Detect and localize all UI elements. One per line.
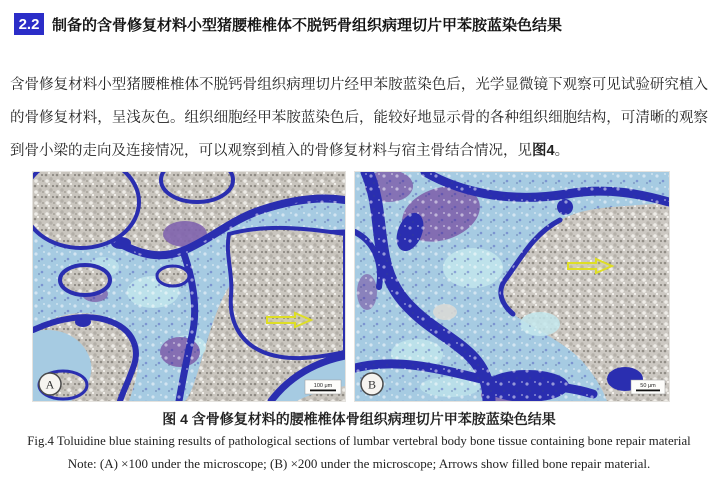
micrograph-panel-b: [355, 172, 669, 401]
panel-label-b: [361, 373, 383, 395]
panel-label-a: [39, 373, 61, 395]
section-heading: [14, 13, 708, 35]
figure-note: Note: (A) ×100 under the microscope; (B) ×200 under the microscope; Arrows show filled bone repair material.: [67, 456, 651, 471]
svg-text:100 μm: 100 μm: [313, 383, 333, 389]
figure-caption-zh: 图 4 含骨修复材料的腰椎椎体骨组织病理切片甲苯胺蓝染色结果: [162, 411, 556, 427]
svg-text:B: B: [367, 377, 377, 392]
svg-text:50 μm: 50 μm: [640, 383, 656, 389]
scale-bar-a: [305, 380, 341, 394]
micrograph-panel-a: [33, 172, 345, 401]
figure-reference: 图4: [532, 142, 555, 159]
svg-text:A: A: [45, 377, 55, 392]
section-number-badge: 2.2: [14, 13, 44, 35]
scale-bar-b: [631, 380, 665, 394]
figure-caption-en: Fig.4 Toluidine blue staining results of pathological sections of lumbar vertebral body bone tissue containing bone repair material: [27, 434, 691, 448]
paragraph-suffix: 。: [554, 142, 570, 159]
body-paragraph: [10, 69, 708, 168]
paragraph-text: 含骨修复材料小型猪腰椎椎体不脱钙骨组织病理切片经甲苯胺蓝染色后，光学显微镜下观察可见试验研究植入的骨修复材料，呈浅灰色。组织细胞经甲苯胺蓝染色后，能较好地显示骨的各种组织细胞结构，可清晰的观察到骨小梁的走向及连接情况，可以观察到植入的骨修复材料与宿主骨结合情况，见: [10, 76, 708, 159]
figure-panels: [33, 172, 669, 401]
section-title: 制备的含骨修复材料小型猪腰椎椎体不脱钙骨组织病理切片甲苯胺蓝染色结果: [52, 16, 563, 34]
